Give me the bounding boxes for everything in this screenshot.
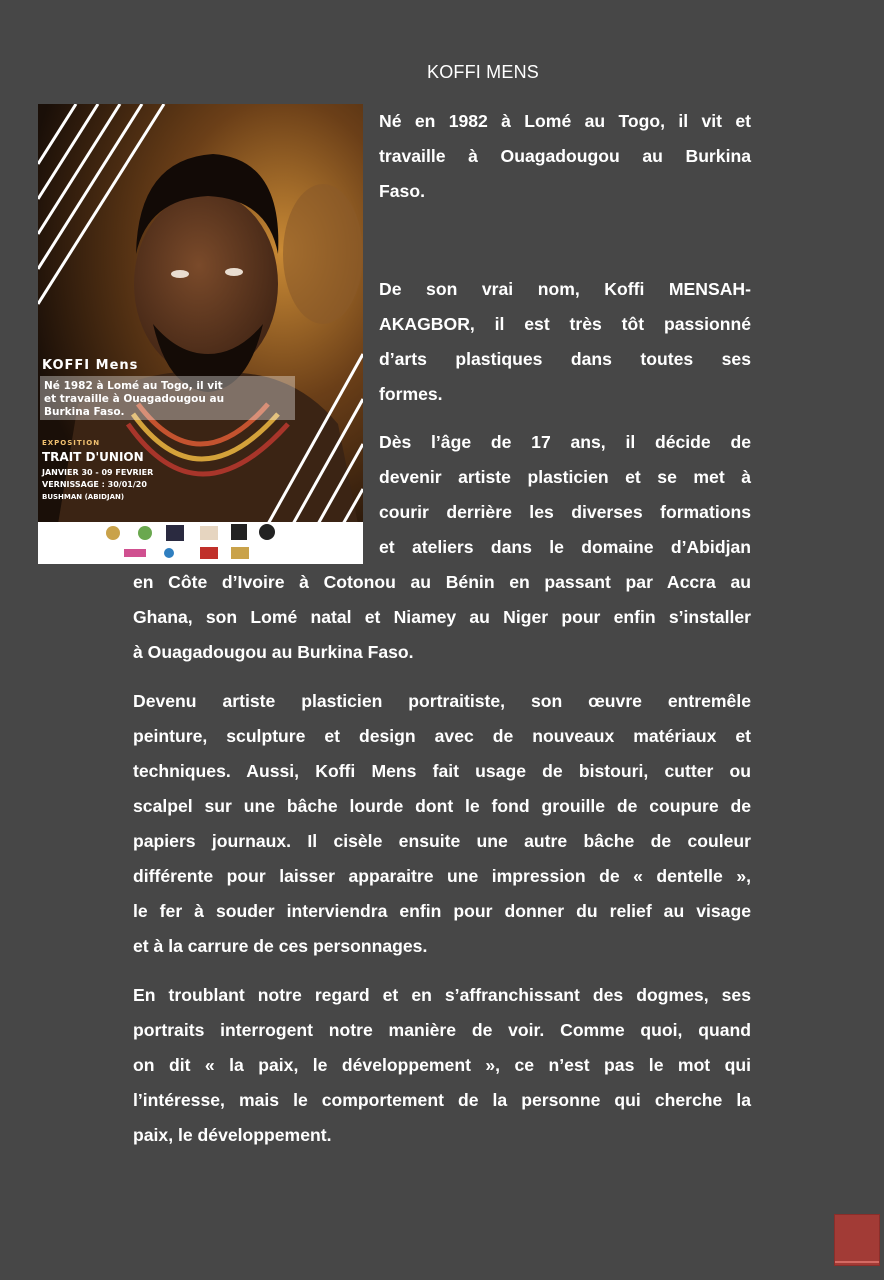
s-logo <box>231 524 247 540</box>
poster-caption-line: Né 1982 à Lomé au Togo, il vit <box>44 380 223 392</box>
asasart-logo <box>124 549 146 557</box>
text-line: on dit « la paix, le développement », ce n’est pas le mot qui <box>133 1055 751 1075</box>
coat-of-arms-logo <box>106 526 120 540</box>
text-line: et à la carrure de ces personnages. <box>133 936 428 956</box>
poster-exhibition-title: TRAIT D'UNION <box>42 450 144 464</box>
paragraph-training-continued <box>133 565 751 670</box>
text-line: Né en 1982 à Lomé au Togo, il vit et <box>379 111 751 131</box>
text-line: peinture, sculpture et design avec de nouveaux matériaux et <box>133 726 751 746</box>
text-line: l’intéresse, mais le comportement de la personne qui cherche la <box>133 1090 751 1110</box>
paragraph-birth <box>379 104 751 209</box>
poster-exposition-label: EXPOSITION <box>42 439 101 447</box>
text-line: AKAGBOR, il est très tôt passionné <box>379 314 751 334</box>
text-line: En troublant notre regard et en s’affranchissant des dogmes, ses <box>133 985 751 1005</box>
text-line: travaille à Ouagadougou au Burkina <box>379 146 751 166</box>
pakart-logo <box>200 526 218 540</box>
text-line: Faso. <box>379 181 425 201</box>
page-title: KOFFI MENS <box>426 62 539 82</box>
text-line: De son vrai nom, Koffi MENSAH- <box>379 279 751 299</box>
text-line: portraits interrogent notre manière de voir. Comme quoi, quand <box>133 1020 751 1040</box>
text-line: courir derrière les diverses formations <box>379 502 751 522</box>
poster-vernissage: VERNISSAGE : 30/01/20 <box>42 480 147 489</box>
page-corner-mark <box>834 1214 880 1266</box>
rtb-logo <box>164 548 174 558</box>
leaf-logo <box>138 526 152 540</box>
text-line: techniques. Aussi, Koffi Mens fait usage de bistouri, cutter ou <box>133 761 751 781</box>
text-line: différente pour laisser apparaitre une impression de « dentelle », <box>133 866 751 886</box>
paragraph-real-name <box>379 272 751 412</box>
text-line: scalpel sur une bâche lourde dont le fond grouille de coupure de <box>133 796 751 816</box>
text-line: papiers journaux. Il cisèle ensuite une autre bâche de couleur <box>133 831 751 851</box>
poster-caption-line: et travaille à Ouagadougou au <box>44 393 225 405</box>
poster-name: KOFFI Mens <box>42 358 139 373</box>
rti-logo <box>200 547 218 559</box>
text-line: formes. <box>379 384 443 404</box>
text-line: Dès l’âge de 17 ans, il décide de <box>379 432 751 452</box>
text-line: Ghana, son Lomé natal et Niamey au Niger pour enfin s’installer <box>133 607 751 627</box>
poster-dates: JANVIER 30 - 09 FEVRIER <box>42 468 154 477</box>
text-line: paix, le développement. <box>133 1125 332 1145</box>
paragraph-training <box>379 425 751 565</box>
text-line: Devenu artiste plasticien portraitiste, son œuvre entremêle <box>133 691 751 711</box>
text-line: le fer à souder interviendra enfin pour donner du relief au visage <box>133 901 751 921</box>
text-line: devenir artiste plasticien et se met à <box>379 467 751 487</box>
art-logo <box>259 524 275 540</box>
text-line: à Ouagadougou au Burkina Faso. <box>133 642 414 662</box>
text-line: d’arts plastiques dans toutes ses <box>379 349 751 369</box>
paragraph-vision <box>133 978 751 1153</box>
text-line: et ateliers dans le domaine d’Abidjan <box>379 537 751 557</box>
poster-venue: BUSHMAN (ABIDJAN) <box>42 493 125 501</box>
text-line: en Côte d’Ivoire à Cotonou au Bénin en passant par Accra au <box>133 572 751 592</box>
poster-caption-line: Burkina Faso. <box>44 406 125 418</box>
exhibition-poster-image <box>38 104 363 564</box>
paragraph-work <box>133 684 751 964</box>
gold-logo <box>231 547 249 559</box>
dark-square-logo <box>166 525 184 541</box>
